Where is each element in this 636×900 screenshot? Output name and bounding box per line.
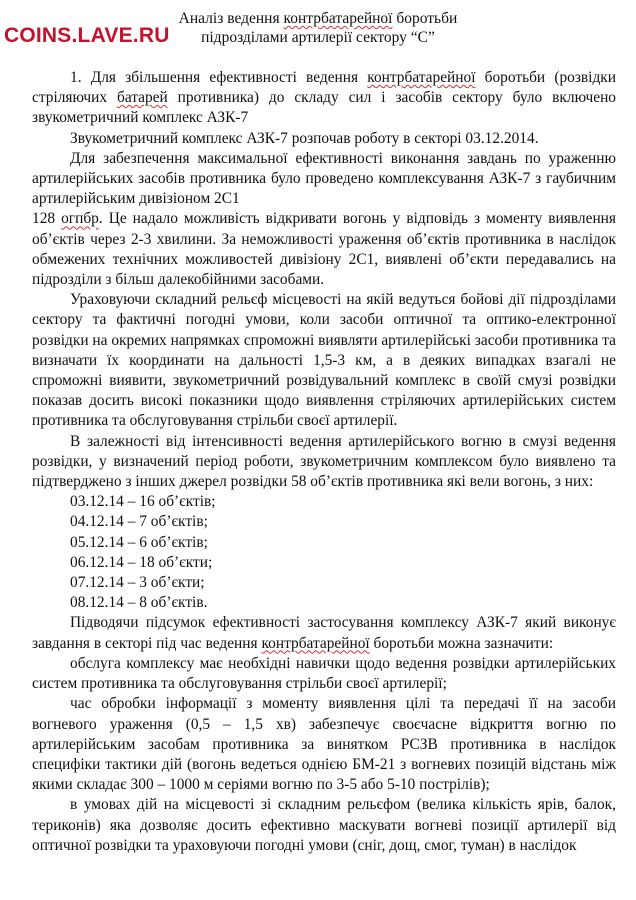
text-run: Ураховуючи складний рельєф місцевості на якій ведуться бойові дії підрозділами сектору та фактичні погодні умови, коли засоби оптичної та оптико-електронної розвідки на окремих напрямках спроможні виявляти артилерійські засоби противника та визначати їх координати на дальності 1,5-3 км, а в деяких випадках взагалі не спроможні виявити, звукометричний розвідувальний комплекс в своїй смузі розвідки показав досить високі показники щодо виявлення стріляючих артилерійських систем противника та обслуговування стрільби своєї артилерії. bbox=[32, 291, 616, 430]
paragraph bbox=[32, 68, 616, 129]
paragraph bbox=[32, 795, 616, 856]
text-run: противника) до складу сил і засобів сектору було включено звукометричний комплекс АЗК-7 bbox=[32, 89, 616, 127]
date-list-item: 05.12.14 – 6 об’єктів; bbox=[70, 533, 208, 551]
text-run: в умовах дій на місцевості зі складним рельєфом (велика кількість ярів, балок, териконів) яка дозволяє досить ефективно маскувати вогневі позиції артилерії від оптичної розвідки та ураховуючи погодні умови (сніг, дощ, смог, туман) в наслідок bbox=[32, 796, 616, 854]
paragraph bbox=[32, 149, 616, 210]
document-title-line-1 bbox=[0, 9, 636, 28]
date-list-item: 04.12.14 – 7 об’єктів; bbox=[70, 513, 208, 531]
spellcheck-underlined-word: огпбр bbox=[61, 210, 99, 228]
spellcheck-underlined-word: контрбатарейної bbox=[367, 69, 476, 86]
date-list bbox=[32, 492, 616, 613]
date-list-item: 07.12.14 – 3 об’єкти; bbox=[70, 574, 205, 592]
paragraph bbox=[32, 290, 616, 431]
text-run: 1. Для збільшення ефективності ведення bbox=[70, 69, 368, 86]
paragraph bbox=[32, 129, 616, 149]
text-run: . Це надало можливість відкривати вогонь у відповідь з моменту виявлення об’єктів через 2-3 хвилини. За неможливості ураження об’єктів противника в наслідок обмежених технічних можливостей дивізіону 2С1, виявлені об’єкти передавались на підрозділи з більш далекобійними засобами. bbox=[32, 210, 616, 289]
text-run: час обробки інформації з моменту виявлення цілі та передачі її на засоби вогневого ураження (0,5 – 1,5 хв) забезпечує своєчасне відкриття вогню по артилерійським засобам противника за винятком РСЗВ противника в наслідок специфіки тактики дій (вогонь ведеться однією БМ-21 з вогневих позицій відстань між якими складає 300 – 1000 м серіями вогню по 3-5 або 5-10 пострілів); bbox=[32, 695, 616, 794]
text-run: В залежності від інтенсивності ведення артилерійського вогню в смузі ведення розвідки, у визначений період роботи, звукометричним комплексом було виявлено та підтверджено з інших джерел розвідки 58 об’єктів противника які вели вогонь, з них: bbox=[32, 432, 616, 491]
date-list-item: 08.12.14 – 8 об’єктів. bbox=[70, 594, 208, 612]
paragraph bbox=[32, 432, 616, 493]
paragraphs-after-list bbox=[32, 613, 616, 855]
text-run: 128 bbox=[32, 210, 62, 228]
spellcheck-underlined-word: контрбатарейної bbox=[283, 10, 393, 27]
date-list-item: 06.12.14 – 18 об’єкти; bbox=[70, 553, 213, 571]
text-run: Для забезпечення максимальної ефективності виконання завдань по ураженню артилерійських засобів противника було проведено комплексування АЗК-7 з гаубичним артилерійським дивізіоном 2С1 bbox=[32, 149, 616, 208]
paragraph bbox=[32, 613, 616, 653]
text-run: боротьби можна зазначити: bbox=[369, 634, 554, 652]
paragraph bbox=[32, 694, 616, 795]
document-title-line-2: підрозділами артилерії сектору “С” bbox=[201, 29, 435, 46]
paragraph bbox=[32, 654, 616, 694]
paragraphs-before-list bbox=[32, 68, 616, 492]
date-list-item: 03.12.14 – 16 об’єктів; bbox=[70, 493, 216, 511]
spellcheck-underlined-word: контрбатарейної bbox=[261, 634, 370, 652]
text-run: боротьби (розвідки стріляючих bbox=[32, 69, 617, 107]
spellcheck-underlined-word: батарей bbox=[116, 89, 168, 107]
text-run: обслуга комплексу має необхідні навички щодо ведення розвідки артилерійських систем противника та обслуговування стрільби своєї артилерії; bbox=[32, 654, 616, 693]
text-run: боротьби bbox=[392, 10, 458, 27]
document-body bbox=[32, 68, 616, 856]
text-run: Звукометричний комплекс АЗК-7 розпочав роботу в секторі 03.12.2014. bbox=[70, 129, 539, 147]
text-run: Підводячи підсумок ефективності застосування комплексу АЗК-7 який виконує завдання в секторі під час ведення bbox=[32, 614, 616, 652]
text-run: Аналіз ведення bbox=[178, 10, 284, 27]
watermark-logo: COINS.LAVE.RU bbox=[4, 24, 170, 47]
paragraph bbox=[32, 209, 616, 290]
